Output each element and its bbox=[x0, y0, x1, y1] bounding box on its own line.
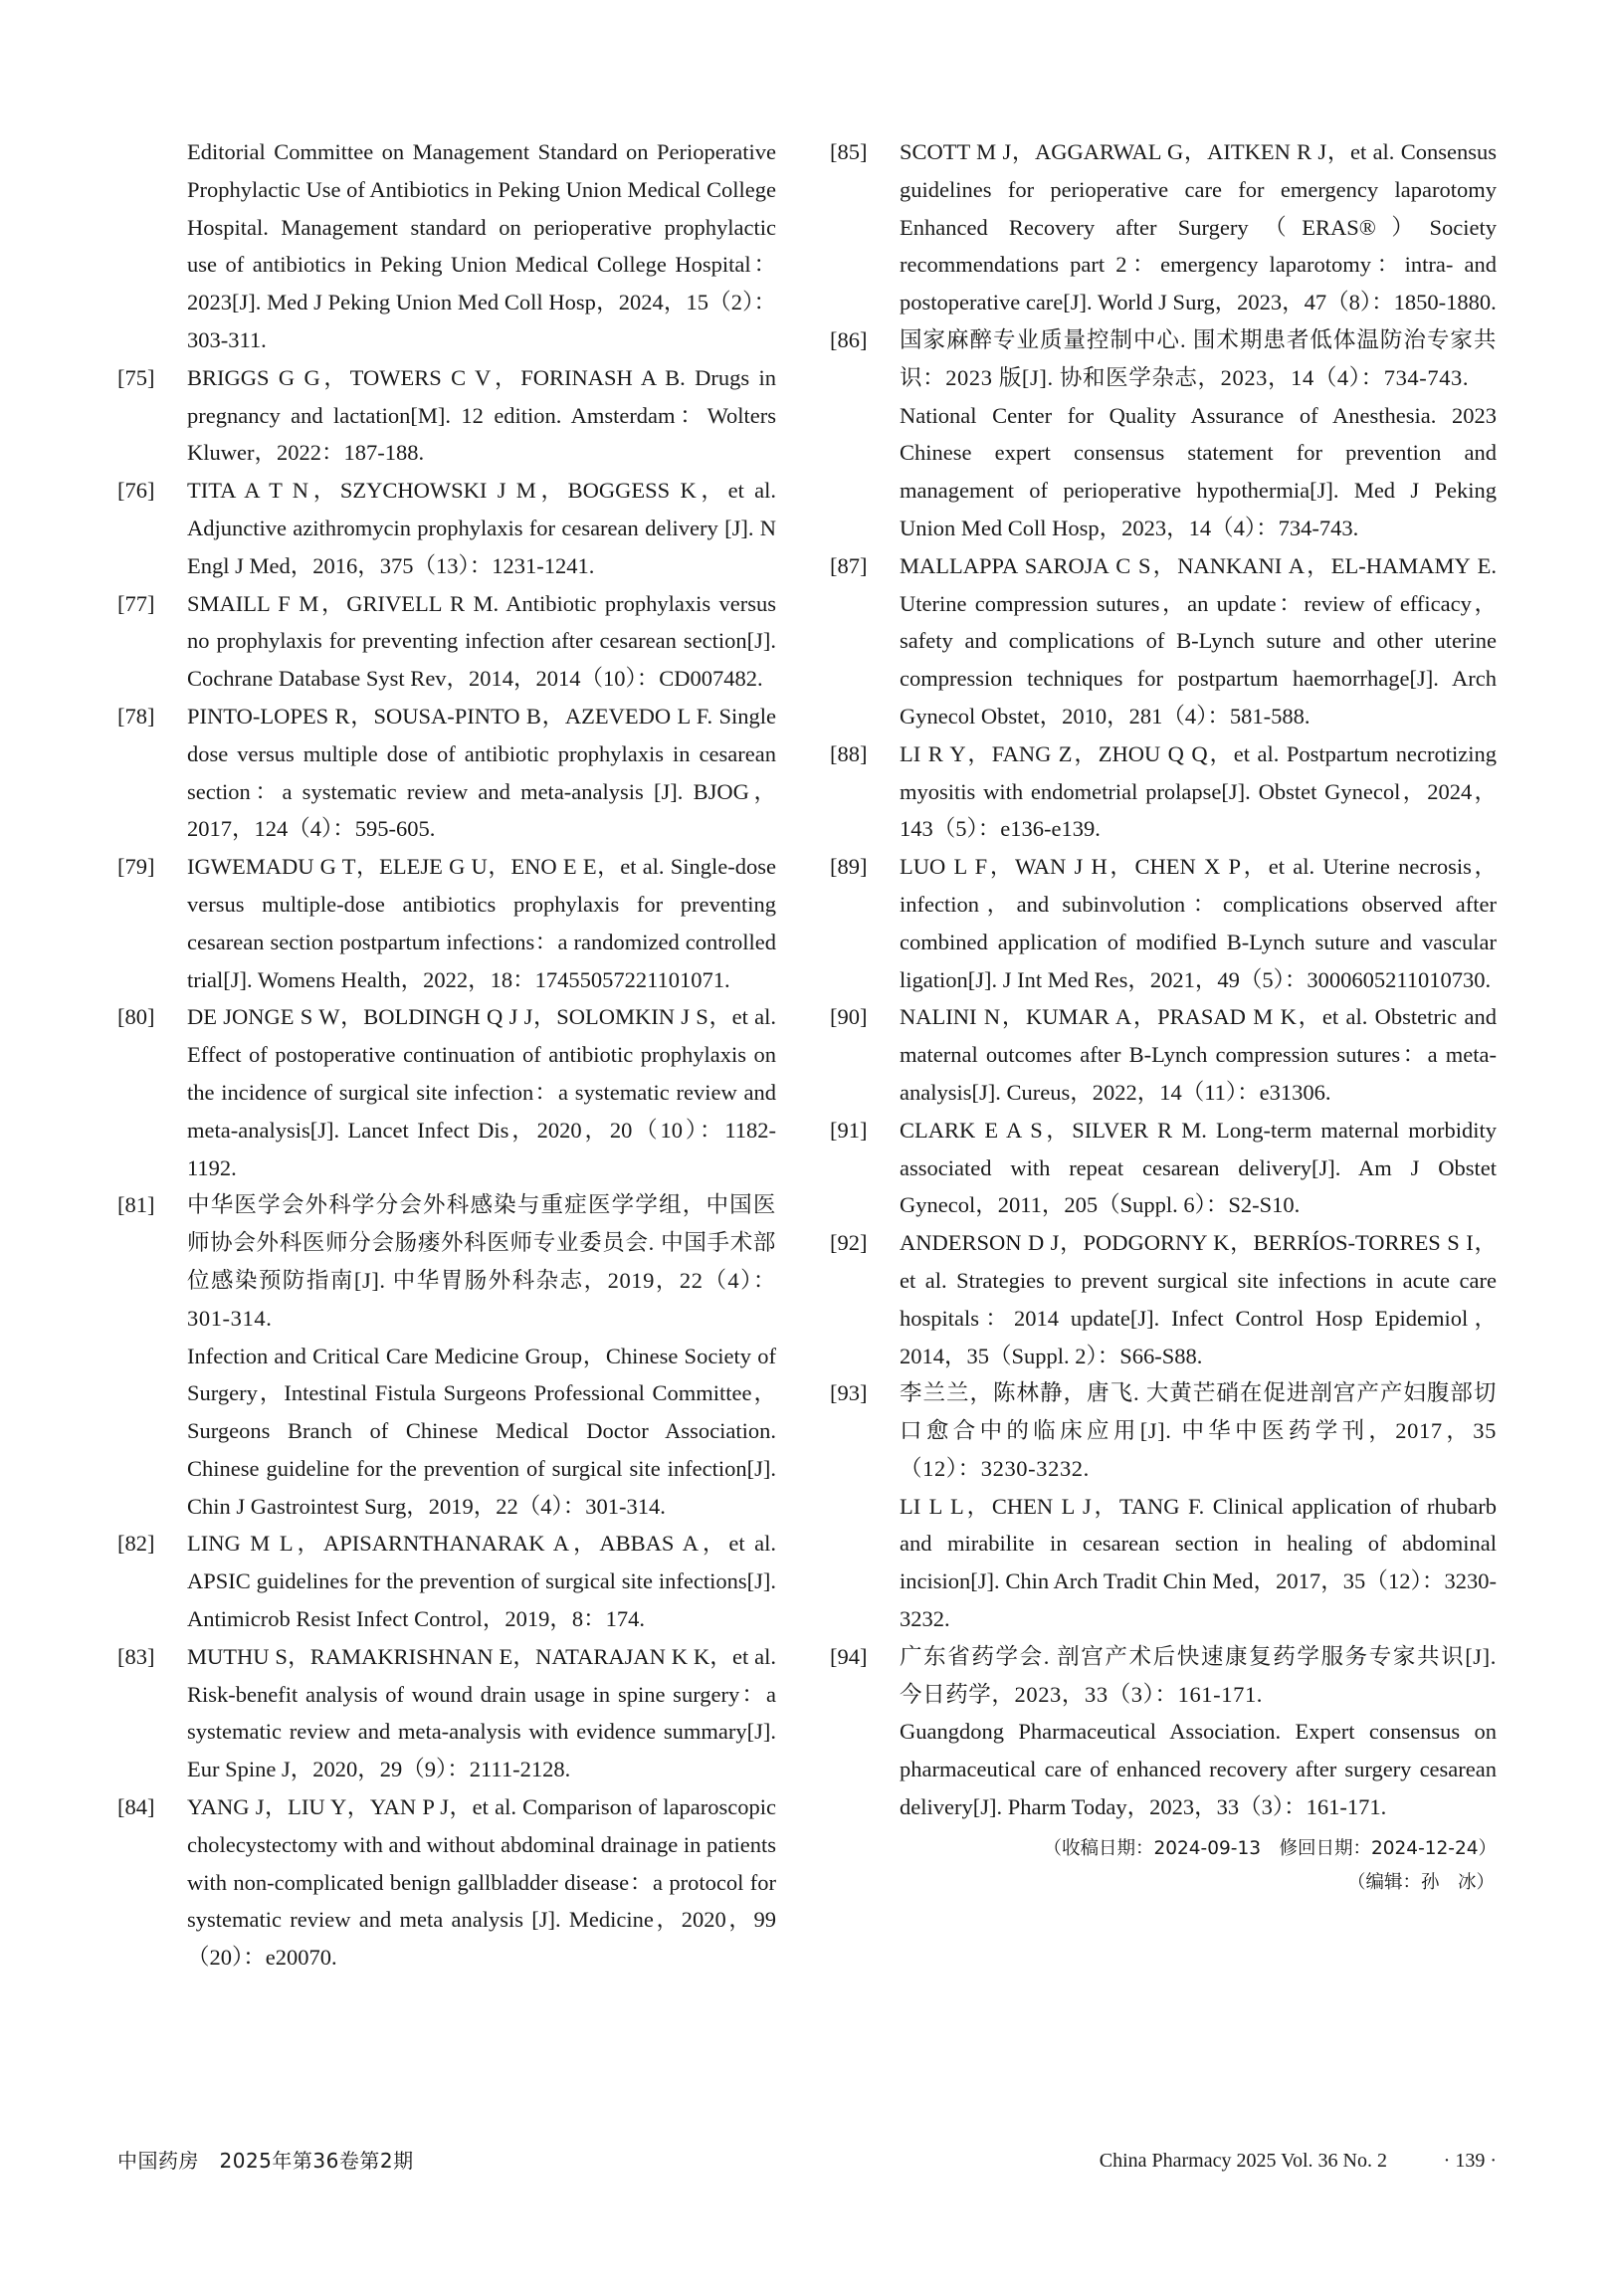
reference-item bbox=[117, 1525, 776, 1637]
reference-body bbox=[900, 133, 1497, 321]
reference-item bbox=[830, 321, 1497, 547]
reference-body bbox=[900, 998, 1497, 1111]
page-footer bbox=[117, 2144, 1497, 2178]
reference-number: [87] bbox=[830, 552, 868, 578]
reference-text: ANDERSON D J，PODGORNY K，BERRÍOS-TORRES S I，et al. Strategies to prevent surgical site infections in acute care hospitals：2014 update[J]. Infect Control Hosp Epidemiol，2014，35（Suppl. 2）：S66-S88. bbox=[900, 1230, 1497, 1368]
reference-text: 中华医学会外科学分会外科感染与重症医学学组，中国医师协会外科医师分会肠瘘外科医师专业委员会. 中国手术部位感染预防指南[J]. 中华胃肠外科杂志，2019，22（4）：301-314. bbox=[187, 1192, 776, 1331]
reference-text: MUTHU S，RAMAKRISHNAN E，NATARAJAN K K，et al. Risk-benefit analysis of wound drain usage in spine surgery：a systematic review and meta-analysis with evidence summary[J]. Eur Spine J，2020，29（9）：2111-2128. bbox=[187, 1643, 776, 1782]
reference-item bbox=[830, 1224, 1497, 1374]
reference-item bbox=[117, 1638, 776, 1788]
reference-body bbox=[900, 1112, 1497, 1224]
reference-text: LING M L，APISARNTHANARAK A，ABBAS A，et al. APSIC guidelines for the prevention of surgical site infections[J]. Antimicrob Resist Infect Control，2019，8：174. bbox=[187, 1531, 776, 1632]
reference-item bbox=[830, 848, 1497, 998]
reference-number: [85] bbox=[830, 139, 868, 164]
reference-item bbox=[830, 998, 1497, 1111]
reference-number: [80] bbox=[117, 1004, 155, 1030]
reference-text: 李兰兰，陈林静，唐飞. 大黄芒硝在促进剖宫产产妇腹部切口愈合中的临床应用[J]. 中华中医药学刊，2017，35（12）：3230-3232. bbox=[900, 1380, 1497, 1481]
reference-number: [79] bbox=[117, 854, 155, 880]
reference-item bbox=[830, 1638, 1497, 1826]
reference-text: LI R Y，FANG Z，ZHOU Q Q，et al. Postpartum necrotizing myositis with endometrial prolapse[J]. Obstet Gynecol，2024，143（5）：e136-e139. bbox=[900, 740, 1497, 842]
reference-item bbox=[117, 359, 776, 472]
reference-body bbox=[187, 998, 776, 1186]
reference-text: 国家麻醉专业质量控制中心. 围术期患者低体温防治专家共识：2023 版[J]. 协和医学杂志，2023，14（4）：734-743. bbox=[900, 326, 1497, 390]
reference-item bbox=[117, 585, 776, 698]
reference-number: [83] bbox=[117, 1643, 155, 1669]
reference-item bbox=[117, 472, 776, 584]
reference-body bbox=[187, 472, 776, 584]
reference-item bbox=[830, 1374, 1497, 1638]
reference-body bbox=[900, 1224, 1497, 1374]
reference-text: MALLAPPA SAROJA C S，NANKANI A，EL-HAMAMY E. Uterine compression sutures，an update：review of efficacy，safety and complications of B-Lynch suture and other uterine compression techniques for postpartum haemorrhage[J]. Arch Gynecol Obstet，2010，281（4）：581-588. bbox=[900, 552, 1497, 729]
reference-continuation: Editorial Committee on Management Standard on Perioperative Prophylactic Use of Antibiotics in Peking Union Medical College Hospital. Management standard on perioperative prophylactic use of antibiotics in Peking Union Medical College Hospital：2023[J]. Med J Peking Union Med Coll Hosp，2024，15（2）：303-311. bbox=[187, 139, 776, 352]
reference-item bbox=[830, 133, 1497, 321]
reference-item bbox=[830, 547, 1497, 735]
reference-number: [77] bbox=[117, 590, 155, 616]
left-column bbox=[117, 133, 776, 1977]
reference-number: [93] bbox=[830, 1380, 868, 1406]
reference-body bbox=[900, 547, 1497, 735]
left-reference-list bbox=[117, 359, 776, 1977]
reference-body bbox=[187, 359, 776, 472]
reference-text: TITA A T N，SZYCHOWSKI J M，BOGGESS K，et al. Adjunctive azithromycin prophylaxis for cesarean delivery [J]. N Engl J Med，2016，375（13）：1231-1241. bbox=[187, 478, 776, 578]
reference-item bbox=[117, 848, 776, 998]
reference-number: [89] bbox=[830, 854, 868, 880]
reference-body bbox=[900, 1638, 1497, 1826]
right-column bbox=[830, 133, 1497, 1900]
reference-body bbox=[900, 321, 1497, 547]
reference-item bbox=[117, 1788, 776, 1977]
reference-body bbox=[187, 1525, 776, 1637]
reference-text: SMAILL F M，GRIVELL R M. Antibiotic prophylaxis versus no prophylaxis for preventing infection after cesarean section[J]. Cochrane Database Syst Rev，2014，2014（10）：CD007482. bbox=[187, 590, 776, 692]
reference-body bbox=[900, 1374, 1497, 1638]
right-reference-list bbox=[830, 133, 1497, 1826]
reference-item bbox=[830, 1112, 1497, 1224]
editor-credit: （编辑：孙 冰） bbox=[1346, 1871, 1495, 1893]
reference-number: [84] bbox=[117, 1794, 155, 1820]
reference-text: IGWEMADU G T，ELEJE G U，ENO E E，et al. Single-dose versus multiple-dose antibiotics prophylaxis for preventing cesarean section postpartum infections：a randomized controlled trial[J]. Womens Health，2022，18：17455057221101071. bbox=[187, 854, 776, 992]
reference-text: PINTO-LOPES R，SOUSA-PINTO B，AZEVEDO L F. Single dose versus multiple dose of antibiotic prophylaxis in cesarean section：a systematic review and meta-analysis [J]. BJOG，2017，124（4）：595-605. bbox=[187, 703, 776, 842]
page-number: · 139 · bbox=[1443, 2150, 1497, 2172]
reference-translation: LI L L，CHEN L J，TANG F. Clinical application of rhubarb and mirabilite in cesarean section in healing of abdominal incision[J]. Chin Arch Tradit Chin Med，2017，35（12）：3230-3232. bbox=[900, 1493, 1497, 1632]
reference-item bbox=[117, 698, 776, 848]
reference-text: NALINI N，KUMAR A，PRASAD M K，et al. Obstetric and maternal outcomes after B-Lynch compression sutures：a meta-analysis[J]. Cureus，2022，14（11）：e31306. bbox=[900, 1004, 1497, 1105]
reference-item bbox=[117, 1186, 776, 1525]
reference-text: SCOTT M J，AGGARWAL G，AITKEN R J，et al. Consensus guidelines for perioperative care for emergency laparotomy Enhanced Recovery after Surgery（ERAS®）Society recommendations part 2：emergency laparotomy：intra- and postoperative care[J]. World J Surg，2023，47（8）：1850-1880. bbox=[900, 139, 1497, 315]
reference-translation: Guangdong Pharmaceutical Association. Expert consensus on pharmaceutical care of enhanced recovery after surgery cesarean delivery[J]. Pharm Today，2023，33（3）：161-171. bbox=[900, 1719, 1497, 1820]
reference-number: [78] bbox=[117, 703, 155, 729]
reference-text: DE JONGE S W，BOLDINGH Q J J，SOLOMKIN J S，et al. Effect of postoperative continuation of antibiotic prophylaxis on the incidence of surgical site infection：a systematic review and meta-analysis[J]. Lancet Infect Dis，2020，20（10）：1182-1192. bbox=[187, 1004, 776, 1180]
reference-number: [75] bbox=[117, 364, 155, 390]
received-revised-dates: （收稿日期：2024-09-13 修回日期：2024-12-24） bbox=[1043, 1837, 1497, 1859]
reference-text: YANG J，LIU Y，YAN P J，et al. Comparison of laparoscopic cholecystectomy with and without abdominal drainage in patients with non-complicated benign gallbladder disease：a protocol for systematic review and meta analysis [J]. Medicine，2020，99（20）：e20070. bbox=[187, 1794, 776, 1971]
reference-text: LUO L F，WAN J H，CHEN X P，et al. Uterine necrosis，infection，and subinvolution：complications observed after combined application of modified B-Lynch suture and vascular ligation[J]. J Int Med Res，2021，49（5）：3000605211010730. bbox=[900, 854, 1497, 992]
footer-journal-cn: 中国药房 2025年第36卷第2期 bbox=[117, 2149, 414, 2173]
reference-number: [82] bbox=[117, 1531, 155, 1557]
reference-translation: National Center for Quality Assurance of Anesthesia. 2023 Chinese expert consensus statement for prevention and management of perioperative hypothermia[J]. Med J Peking Union Med Coll Hosp，2023，14（4）：734-743. bbox=[900, 402, 1497, 540]
reference-text: CLARK E A S，SILVER R M. Long-term maternal morbidity associated with repeat cesarean delivery[J]. Am J Obstet Gynecol，2011，205（Suppl. 6）：S2-S10. bbox=[900, 1117, 1497, 1218]
reference-number: [81] bbox=[117, 1192, 155, 1218]
reference-body bbox=[900, 735, 1497, 848]
reference-number: [76] bbox=[117, 478, 155, 504]
footer-journal-en: China Pharmacy 2025 Vol. 36 No. 2 bbox=[1099, 2150, 1387, 2172]
reference-body bbox=[187, 848, 776, 998]
reference-text: BRIGGS G G，TOWERS C V，FORINASH A B. Drugs in pregnancy and lactation[M]. 12 edition. Amsterdam：Wolters Kluwer，2022：187-188. bbox=[187, 364, 776, 466]
reference-body bbox=[900, 848, 1497, 998]
reference-body bbox=[187, 1186, 776, 1525]
reference-number: [92] bbox=[830, 1230, 868, 1256]
reference-number: [94] bbox=[830, 1643, 868, 1669]
reference-translation: Infection and Critical Care Medicine Group，Chinese Society of Surgery，Intestinal Fistula Surgeons Professional Committee，Surgeons Branch of Chinese Medical Doctor Association. Chinese guideline for the prevention of surgical site infection[J]. Chin J Gastrointest Surg，2019，22（4）：301-314. bbox=[187, 1343, 776, 1519]
reference-body bbox=[187, 698, 776, 848]
reference-number: [91] bbox=[830, 1117, 868, 1143]
reference-body bbox=[187, 1638, 776, 1788]
reference-body bbox=[187, 1788, 776, 1977]
reference-number: [88] bbox=[830, 740, 868, 766]
reference-number: [90] bbox=[830, 1004, 868, 1030]
reference-body bbox=[187, 585, 776, 698]
reference-item bbox=[117, 998, 776, 1186]
reference-number: [86] bbox=[830, 326, 868, 352]
reference-text: 广东省药学会. 剖宫产术后快速康复药学服务专家共识[J]. 今日药学，2023，33（3）：161-171. bbox=[900, 1643, 1497, 1707]
reference-item bbox=[830, 735, 1497, 848]
